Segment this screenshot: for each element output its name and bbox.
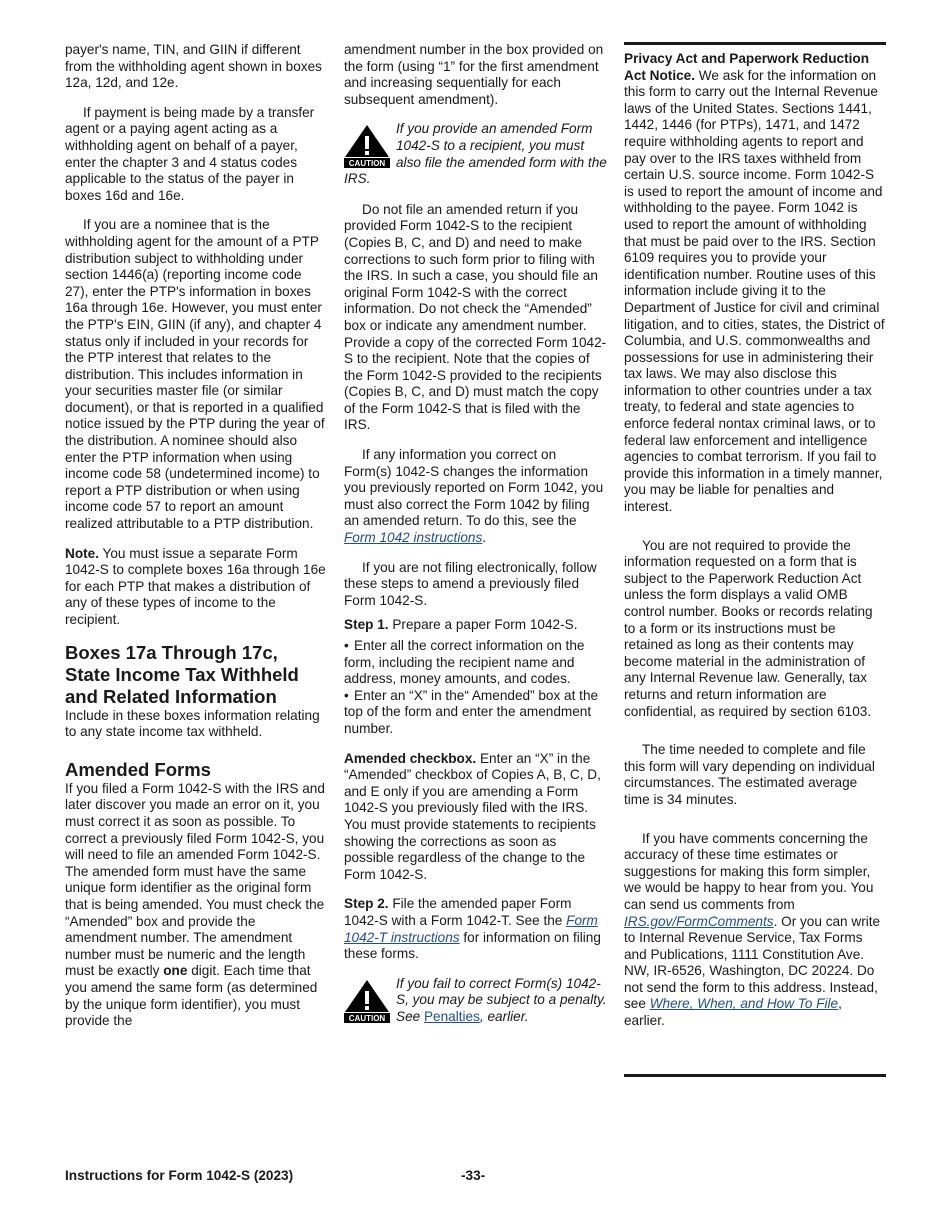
text: digit. Each time that you amend the same form (as determined by the unique form identifier), you must provide the [65,963,318,1029]
text: If you fail to correct Form(s) 1042-S, you may be subject to a penalty. See [396,975,607,1024]
paragraph: The time needed to complete and file this form will vary depending on individual circumstances. The estimated average time is 34 minutes. [624,742,875,807]
text: . [482,530,487,546]
bold-text: one [163,963,188,979]
step-2 [344,896,607,962]
page-number: -33- [461,1168,486,1183]
paragraph: If you are not filing electronically, follow these steps to amend a previously filed Form 1042-S. [344,559,597,608]
note-text: You must issue a separate Form 1042-S to complete boxes 16a through 16e for each PTP that makes a distribution of any of these types of income to the recipient. [65,545,326,627]
text: If you filed a Form 1042-S with the IRS and later discover you made an error on it, you must correct it as soon as possible. To correct a previously filed Form 1042-S, you will need to file an amended Form 1042-S. The amended form must have the same unique form identifier as the original form that is being amended. You must check the “Amended” box and provide the amendment number. The amendment number must be numeric and the length must be exactly [65,780,325,979]
caution-label: CAUTION [348,1013,386,1023]
amended-checkbox-paragraph [344,751,607,884]
step-label: Step 1. [344,617,389,633]
caution-text: If you provide an amended Form 1042-S to a recipient, you must also file the amended form with the IRS. [344,121,607,187]
where-when-how-to-file-link[interactable]: Where, When, and How To File [649,996,839,1012]
caution-text [396,976,607,1024]
step-1 [344,617,607,634]
caution-box [344,976,607,1026]
bullet-text: Enter an “X” in the“ Amended” box at the top of the form and enter the amendment number. [344,687,599,736]
column-3 [624,42,886,1043]
caution-box [344,121,607,187]
step-text: Prepare a paper Form 1042-S. [392,617,578,633]
paragraph: If you are a nominee that is the withholding agent for the amount of a PTP distribution subject to withholding under section 1446(a) (reporting income code 27), enter the PTP's information in boxes 16a through 16e. However, you must enter the PTP's EIN, GIIN (if any), and chapter 4 status only if included in your records for the PTP interest that relates to the distribution. This includes information in your securities master file (or similar document), or that is reported in a qualified notice issued by the PTP during the year of the distribution. A nominee should also enter the PTP information when using income code 58 (undetermined income) to report a PTP distribution or when using income code 57 to report an amount realized attributable to a PTP distribution. [65,217,325,532]
paragraph: You are not required to provide the information requested on a form that is subject to the Paperwork Reduction Act unless the form displays a valid OMB control number. Books or records relating to a form or its instructions must be retained as long as their contents may become material in the administration of any Internal Revenue law. Generally, tax returns and return information are confidential, as required by section 6103. [624,537,873,719]
caution-label: CAUTION [348,159,386,169]
privacy-section [624,42,886,516]
bullet-icon: • [344,638,349,653]
bullet-icon: • [344,687,349,703]
paragraph: Do not file an amended return if you provided Form 1042-S to the recipient (Copies B, C, and D) and need to make corrections to such form prior to filing with the IRS. In such a case, you should file an original Form 1042-S with the correct information. Do not check the “Amended” box or indicate any amendment number. Provide a copy of the corrected Form 1042-S to the recipient. Note that the copies of the Form 1042-S provided to the recipients (Copies B, C, and D) must match the copy of the Form 1042-S that is filed with the IRS. [344,201,607,433]
form-1042-t-instructions-link[interactable]: Form 1042-T instructions [344,912,598,945]
divider [624,1074,886,1077]
bullet-item [344,638,607,688]
privacy-heading: Privacy Act and Paperwork Reduction Act Notice. [624,51,870,83]
heading-amended-forms: Amended Forms [65,758,211,780]
caution-icon [344,979,390,1023]
note-label: Note. [65,545,99,561]
paragraph: amendment number in the box provided on the form (using “1” for the first amendment and increasing sequentially for each subsequent amendment). [344,42,604,107]
bullet-item [344,688,607,738]
paragraph: payer's name, TIN, and GIIN if different from the withholding agent shown in boxes 12a, 12d, and 12e. [65,42,322,91]
paragraph [344,447,607,547]
label: Amended checkbox. [344,750,477,766]
text: , earlier. [624,996,842,1029]
form-1042-instructions-link[interactable]: Form 1042 instructions [344,530,483,546]
privacy-paragraph [624,51,886,516]
paragraph [624,831,886,1030]
text: . Or you can write to Internal Revenue Service, Tax Forms and Publications, 1111 Constitution Ave. NW, IR-6526, Washington, DC 20224. Do not send the form to this address. Instead, see [624,913,881,1012]
caution-icon [344,124,390,168]
paragraph [65,781,327,1030]
irs-form-comments-link[interactable]: IRS.gov/FormComments [624,913,774,929]
footer-title: Instructions for Form 1042-S (2023) [65,1168,294,1183]
step-text: File the amended paper Form 1042-S with a Form 1042-T. See the [344,896,572,928]
text: , earlier. [479,1008,529,1024]
penalties-link[interactable]: Penalties [423,1008,480,1024]
text: Enter an “X” in the “Amended” checkbox of Copies A, B, C, D, and E only if you are amending a Form 1042-S you previously filed with the IRS. You must provide statements to recipients showing the corrections as soon as possible regardless of the change to the Form 1042-S. [344,750,601,882]
column-1 [65,42,327,1043]
step-label: Step 2. [344,896,389,912]
note-paragraph [65,546,327,629]
column-2 [344,42,607,1039]
text: If you have comments concerning the accuracy of these time estimates or suggestions for making this form simpler, we would be happy to hear from you. You can send us comments from [624,830,874,912]
heading-boxes-17: Boxes 17a Through 17c, State Income Tax Withheld and Related Information [65,641,299,707]
bullet-text: Enter all the correct information on the form, including the recipient name and address, money amounts, and codes. [344,638,585,687]
paragraph: Include in these boxes information relating to any state income tax withheld. [65,707,320,740]
privacy-text: We ask for the information on this form to carry out the Internal Revenue laws of the United States. Sections 1441, 1442, 1446 (for PTPs), 1471, and 1472 require withholding agents to report and pay over to the IRS taxes withheld from certain U.S. source income. Form 1042-S is used to report the amount of income and withholding to the payee. Form 1042 is used to report the amount of withholding that must be paid over to the IRS. Section 6109 requires you to provide your identification number. Routine uses of this information include giving it to the Department of Justice for civil and criminal litigation, and to cities, states, the District of Columbia, and U.S. commonwealths and possessions for use in administering their tax laws. We may also disclose this information to other countries under a tax treaty, to federal and state agencies to enforce federal nontax criminal laws, or to federal law enforcement and intelligence agencies to combat terrorism. If you fail to provide this information in a timely manner, you may be liable for penalties and interest. [624,67,885,515]
text: If any information you correct on Form(s) 1042-S changes the information you previously reported on Form 1042, you must also correct the Form 1042 by filing an amended return. To do this, see the [344,447,604,529]
text: for information on filing these forms. [344,929,601,962]
paragraph: If payment is being made by a transfer agent or a paying agent acting as a withholding agent on behalf of a payer, enter the chapter 3 and 4 status codes applicable to the status of the payer in boxes 16d and 16e. [65,104,315,203]
